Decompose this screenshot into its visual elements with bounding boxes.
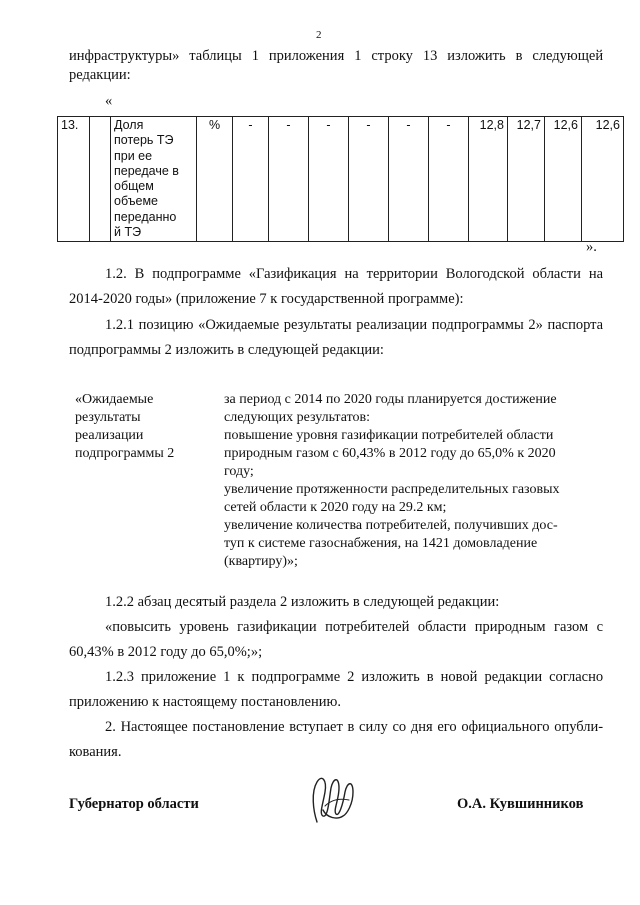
value-cell: -: [429, 117, 469, 242]
passport-results: за период с 2014 по 2020 годы планируется достижение следующих результатов: повышение уровня газификации потребителей области природным газом с 60,43% в 2012 году до 65,0% к 2020 году; увеличение протяженности распределительных газовых сетей области к 2020 году на 29.2 км; увеличение количества потребителей, получивших дос- туп к системе газоснабжения, на 1421 домовладение (квартиру)»;: [224, 392, 560, 569]
governor-title: Губернатор области: [69, 796, 199, 812]
row-number: 13.: [58, 117, 90, 242]
value-cell: 12,6: [545, 117, 582, 242]
value-cell: -: [389, 117, 429, 242]
governor-name: О.А. Кувшинников: [457, 796, 584, 812]
indicator-name: Доля потерь ТЭ при ее передаче в общем объеме переданно й ТЭ: [111, 117, 197, 242]
intro-line-1: инфраструктуры» таблицы 1 приложения 1 строку 13 изложить в следующей: [69, 48, 604, 64]
item-1-2-3-line-1: 1.2.3 приложение 1 к подпрограмме 2 изложить в новой редакции согласно: [105, 669, 604, 685]
empty-cell: [90, 117, 111, 242]
value-cell: 12,7: [508, 117, 545, 242]
item-1-2-1-line-2: подпрограммы 2 изложить в следующей редакции:: [69, 342, 384, 358]
value-cell: -: [309, 117, 349, 242]
passport-label: «Ожидаемые результаты реализации подпрограммы 2: [75, 392, 175, 461]
item-1-2-line-2: 2014-2020 годы» (приложение 7 к государственной программе):: [69, 291, 464, 307]
item-2-line-2: кования.: [69, 744, 122, 760]
table-row: [58, 117, 624, 242]
item-1-2-line-1: 1.2. В подпрограмме «Газификация на территории Вологодской области на: [105, 266, 604, 282]
value-cell: 12,6: [582, 117, 624, 242]
item-1-2-1-line-1: 1.2.1 позицию «Ожидаемые результаты реализации подпрограммы 2» паспорта: [105, 317, 604, 333]
value-cell: -: [233, 117, 269, 242]
item-1-2-2-line-1: 1.2.2 абзац десятый раздела 2 изложить в следующей редакции:: [105, 594, 500, 610]
item-1-2-2-quote-line-2: 60,43% в 2012 году до 65,0%;»;: [69, 644, 263, 660]
signature-image: [303, 770, 363, 830]
item-1-2-3-line-2: приложению к настоящему постановлению.: [69, 694, 341, 710]
unit-cell: %: [197, 117, 233, 242]
page-number: 2: [316, 29, 322, 41]
indicator-table: [57, 116, 624, 242]
item-2-line-1: 2. Настоящее постановление вступает в силу со дня его официального опубли-: [105, 719, 604, 735]
open-quote: «: [105, 93, 113, 109]
intro-line-2: редакции:: [69, 67, 131, 83]
value-cell: 12,8: [469, 117, 508, 242]
item-1-2-2-quote-line-1: «повысить уровень газификации потребителей области природным газом с: [105, 619, 604, 635]
value-cell: -: [349, 117, 389, 242]
close-quote: ».: [586, 239, 597, 255]
value-cell: -: [269, 117, 309, 242]
